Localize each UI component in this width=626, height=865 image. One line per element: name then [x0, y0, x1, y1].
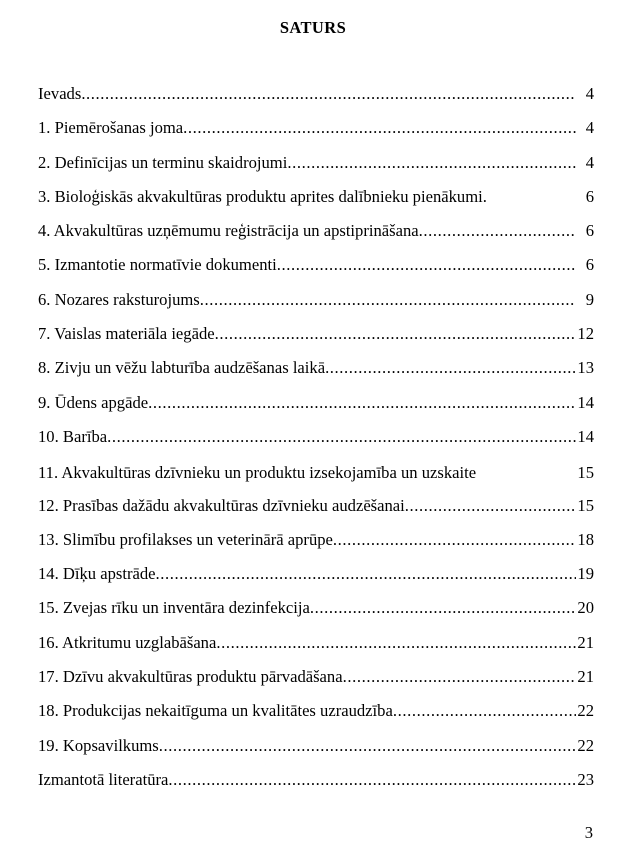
toc-entry-page-number: 15	[577, 462, 594, 482]
toc-dot-leader	[287, 153, 576, 170]
toc-entry-page-number: 21	[577, 667, 594, 687]
toc-entry-label: 17. Dzīvu akvakultūras produktu pārvadāšana	[38, 667, 343, 687]
toc-entry-label: 13. Slimību profilakses un veterinārā aprūpe	[38, 529, 333, 549]
toc-dot-leader	[107, 427, 576, 444]
toc-entry[interactable]	[38, 427, 594, 461]
toc-dot-leader	[168, 770, 576, 787]
toc-dot-leader	[405, 496, 576, 513]
toc-entry-page-number: 14	[577, 426, 594, 446]
toc-dot-leader	[419, 221, 576, 238]
toc-entry-label: 15. Zvejas rīku un inventāra dezinfekcija	[38, 598, 310, 618]
toc-dot-leader	[325, 358, 576, 375]
toc-entry[interactable]	[38, 598, 594, 632]
toc-entry-label: 3. Bioloģiskās akvakultūras produktu aprites dalībnieku pienākumi	[38, 186, 483, 206]
page-number-folio: 3	[584, 823, 593, 842]
toc-entry-page-number: 4	[585, 84, 594, 103]
toc-entry-page-number: 21	[577, 632, 594, 652]
toc-dot-leader	[476, 461, 576, 478]
toc-entry[interactable]	[38, 153, 594, 187]
toc-entry[interactable]	[38, 393, 594, 427]
toc-entry-label: 2. Definīcijas un terminu skaidrojumi	[38, 152, 288, 172]
toc-entry-label: 18. Produkcijas nekaitīguma un kvalitātes uzraudzība	[38, 701, 393, 721]
toc-entry-page-number: 23	[577, 769, 594, 789]
toc-dot-leader	[156, 564, 576, 581]
toc-entry[interactable]	[38, 770, 594, 804]
toc-entry[interactable]	[38, 633, 594, 667]
toc-entry-page-number: 6	[585, 221, 594, 241]
toc-entry-page-number: 12	[577, 324, 594, 344]
toc-dot-leader	[393, 701, 576, 718]
toc-entry[interactable]	[38, 118, 594, 152]
toc-entry-page-number: 4	[585, 118, 594, 138]
toc-entry-page-number: 20	[577, 598, 594, 618]
toc-entry-page-number: 4	[585, 152, 594, 172]
toc-dot-leader	[310, 598, 576, 615]
toc-dot-leader	[183, 118, 576, 135]
toc-entry[interactable]	[38, 255, 594, 289]
toc-entry-label: 4. Akvakultūras uzņēmumu reģistrācija un apstiprināšana	[38, 221, 419, 241]
toc-entry-label: 19. Kopsavilkums	[38, 735, 159, 755]
toc-entry[interactable]	[38, 564, 594, 598]
toc-entry-label: 16. Atkritumu uzglabāšana	[38, 632, 217, 652]
toc-dot-leader	[215, 324, 576, 341]
toc-entry-label: 12. Prasības dažādu akvakultūras dzīvnieku audzēšanai	[38, 495, 405, 515]
toc-entry[interactable]	[38, 667, 594, 701]
toc-entry[interactable]	[38, 736, 594, 770]
toc-entry-label: Izmantotā literatūra	[38, 769, 169, 789]
toc-entry-page-number: 14	[577, 392, 594, 412]
toc-entry-label: 9. Ūdens apgāde	[38, 392, 149, 412]
toc-entry-label: 5. Izmantotie normatīvie dokumenti	[38, 255, 277, 275]
page-title: SATURS	[279, 18, 347, 37]
toc-dot-leader	[333, 530, 576, 547]
toc-entry-label: 1. Piemērošanas joma	[38, 118, 184, 138]
table-of-contents	[38, 84, 594, 804]
toc-entry-label: 10. Barība	[38, 426, 108, 446]
toc-entry[interactable]	[38, 496, 594, 530]
toc-entry-page-number: 15	[577, 495, 594, 515]
toc-entry[interactable]	[38, 324, 594, 358]
toc-entry-page-number: 22	[577, 735, 594, 755]
toc-entry-page-number: 9	[585, 289, 594, 309]
toc-entry-page-number: 6	[585, 255, 594, 275]
toc-entry-label: Ievads	[38, 84, 82, 103]
toc-entry-page-number: 19	[577, 564, 594, 584]
toc-entry-label: 7. Vaislas materiāla iegāde	[38, 324, 215, 344]
toc-entry[interactable]	[38, 84, 594, 118]
toc-entry-label: 6. Nozares raksturojums	[38, 289, 200, 309]
toc-entry[interactable]	[38, 221, 594, 255]
toc-dot-leader	[159, 736, 576, 753]
toc-entry[interactable]	[38, 290, 594, 324]
toc-entry-page-number: 22	[577, 701, 594, 721]
toc-entry[interactable]	[38, 187, 594, 221]
toc-dot-leader	[277, 255, 576, 272]
toc-dot-leader	[343, 667, 576, 684]
toc-entry-page-number: 13	[577, 358, 594, 378]
toc-entry[interactable]	[38, 461, 594, 495]
toc-entry-label: 8. Zivju un vēžu labturība audzēšanas laikā	[38, 358, 326, 378]
toc-entry[interactable]	[38, 358, 594, 392]
toc-entry-page-number: 6	[585, 186, 594, 206]
toc-dot-leader	[216, 633, 576, 650]
toc-dot-leader	[81, 84, 576, 101]
toc-entry[interactable]	[38, 530, 594, 564]
toc-entry[interactable]	[38, 701, 594, 735]
toc-entry-label: 14. Dīķu apstrāde	[38, 564, 156, 584]
toc-entry-label: 11. Akvakultūras dzīvnieku un produktu izsekojamība un uzskaite	[38, 462, 477, 482]
toc-dot-leader	[483, 187, 576, 204]
toc-dot-leader	[148, 393, 576, 410]
toc-entry-page-number: 18	[577, 529, 594, 549]
toc-dot-leader	[200, 290, 576, 307]
